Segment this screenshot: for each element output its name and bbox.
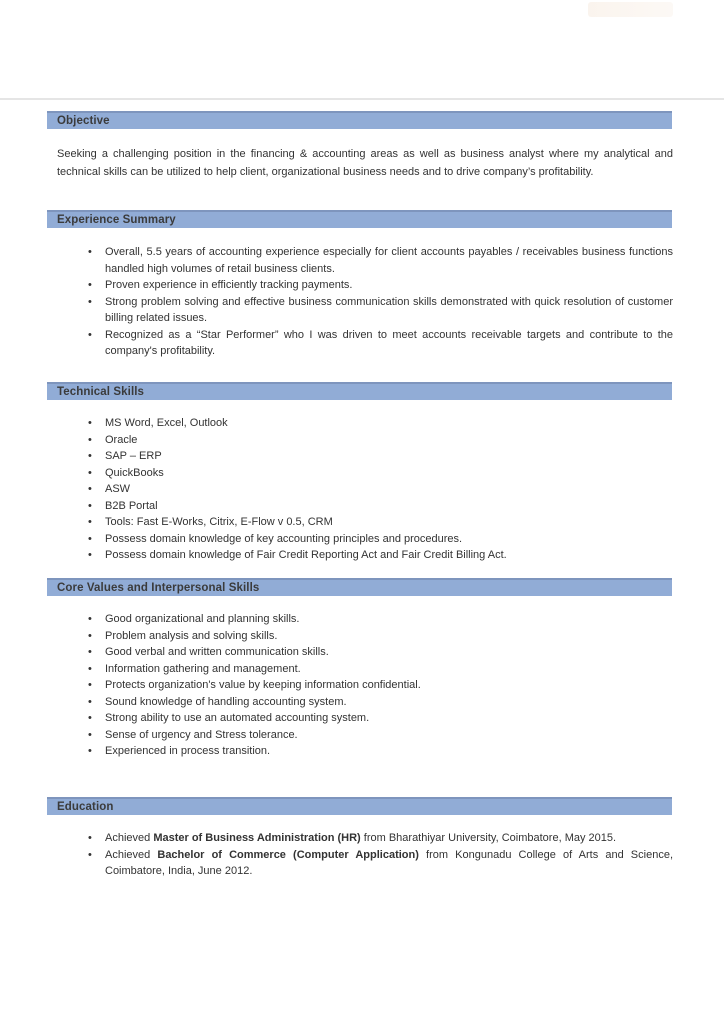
list-item: • Possess domain knowledge of key accounting principles and procedures. xyxy=(105,531,673,548)
education-degree-prefix: Achieved xyxy=(105,832,154,844)
education-degree-name: Master of Business Administration (HR) xyxy=(153,832,361,844)
education-degree-name: Bachelor of Commerce (Computer Application) xyxy=(157,848,419,861)
page-top-divider xyxy=(0,98,724,100)
section-header-experience-summary: Experience Summary xyxy=(47,210,672,228)
list-item: • Strong ability to use an automated accounting system. xyxy=(105,710,673,727)
list-item: • Good organizational and planning skills. xyxy=(105,611,673,628)
education-degree-prefix: Achieved xyxy=(105,848,158,861)
list-item: • Sense of urgency and Stress tolerance. xyxy=(105,727,673,744)
list-item xyxy=(105,847,673,880)
top-right-watermark xyxy=(588,2,673,17)
section-header-technical-skills: Technical Skills xyxy=(47,382,672,400)
education-degree-suffix: from Kongunadu College of Arts and Science, Coimbatore, India, June 2012. xyxy=(105,848,673,877)
section-header-core-values: Core Values and Interpersonal Skills xyxy=(47,578,672,596)
list-item: • SAP – ERP xyxy=(105,448,673,465)
list-item: • Oracle xyxy=(105,432,673,449)
objective-paragraph: Seeking a challenging position in the financing & accounting areas as well as business analyst where my analytical and technical skills can be utilized to help client, organizational business needs and to drive company’s profitability. xyxy=(57,148,673,178)
section-header-objective: Objective xyxy=(47,111,672,129)
list-item: • B2B Portal xyxy=(105,498,673,515)
list-item: • Proven experience in efficiently tracking payments. xyxy=(105,277,673,294)
education-degree-suffix: from Bharathiyar University, Coimbatore, May 2015. xyxy=(360,832,617,844)
list-item: • Recognized as a “Star Performer” who I was driven to meet accounts receivable targets and contribute to the company's profitability. xyxy=(105,327,673,360)
list-item: • QuickBooks xyxy=(105,465,673,482)
list-item: • Good verbal and written communication skills. xyxy=(105,644,673,661)
list-item: • ASW xyxy=(105,481,673,498)
education-list xyxy=(47,830,673,880)
list-item: • Tools: Fast E-Works, Citrix, E-Flow v 0.5, CRM xyxy=(105,514,673,531)
section-header-education: Education xyxy=(47,797,672,815)
list-item: • Problem analysis and solving skills. xyxy=(105,628,673,645)
list-item xyxy=(105,830,673,847)
list-item: • Information gathering and management. xyxy=(105,661,673,678)
list-item: • Experienced in process transition. xyxy=(105,743,673,760)
list-item: • Sound knowledge of handling accounting system. xyxy=(105,694,673,711)
core-values-list xyxy=(47,611,673,760)
list-item: • Strong problem solving and effective business communication skills demonstrated with quick resolution of customer billing related issues. xyxy=(105,294,673,327)
list-item: • Possess domain knowledge of Fair Credit Reporting Act and Fair Credit Billing Act. xyxy=(105,547,673,564)
list-item: • MS Word, Excel, Outlook xyxy=(105,415,673,432)
experience-summary-list xyxy=(47,244,673,360)
list-item: • Overall, 5.5 years of accounting experience especially for client accounts payables / receivables business functions handled high volumes of retail business clients. xyxy=(105,244,673,277)
technical-skills-list xyxy=(47,415,673,564)
list-item: • Protects organization's value by keeping information confidential. xyxy=(105,677,673,694)
